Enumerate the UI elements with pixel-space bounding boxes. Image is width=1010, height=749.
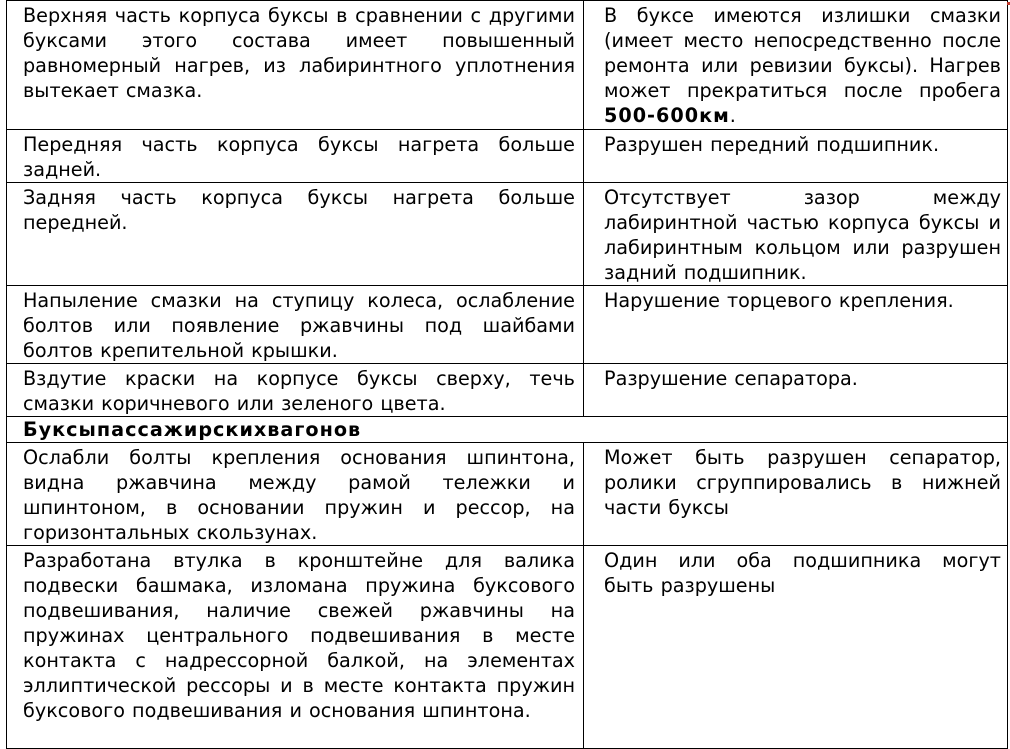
table-row [7,183,1008,286]
section-header-row [7,417,1008,443]
cause-cell: Нарушение торцевого крепления. [584,286,1008,364]
symptom-cell: Ослабли болты крепления основания шпинтона, видна ржавчина между рамой тележки и шпинтоном, в основании пружин и рессор, на горизонтальных скользунах. [7,443,584,546]
cause-cell [584,1,1008,130]
mileage-value: 500-600км [604,104,730,127]
symptom-cell: Передняя часть корпуса буксы нагрета больше задней. [7,130,584,183]
table-row [7,286,1008,364]
diagnostics-table [6,0,1008,749]
cause-text: В буксе имеются излишки смазки (имеет место непосредственно после ремонта или ревизии буксы). Нагрев может прекратиться после пробега [604,4,1001,102]
symptom-cell: Задняя часть корпуса буксы нагрета больше передней. [7,183,584,286]
cause-cell: Может быть разрушен сепаратор, ролики сгруппировались в нижней части буксы [584,443,1008,546]
cause-tail: . [729,104,736,127]
table-row [7,364,1008,417]
table-row [7,546,1008,749]
cause-cell: Один или оба подшипника могут быть разрушены [584,546,1008,749]
symptom-cell: Разработана втулка в кронштейне для валика подвески башмака, изломана пружина буксового подвешивания, наличие свежей ржавчины на пружинах центрального подвешивания в месте контакта с надрессорной балкой, на элементах эллиптической рессоры и в месте контакта пружин буксового подвешивания и основания шпинтона. [7,546,584,749]
table-row [7,130,1008,183]
cause-cell: Разрушен передний подшипник. [584,130,1008,183]
symptom-cell: Верхняя часть корпуса буксы в сравнении с другими буксами этого состава имеет повышенный равномерный нагрев, из лабиринтного уплотнения вытекает смазка. [7,1,584,130]
cause-cell: Разрушение сепаратора. [584,364,1008,417]
cause-cell: Отсутствует зазор между лабиринтной частью корпуса буксы и лабиринтным кольцом или разрушен задний подшипник. [584,183,1008,286]
table-row [7,443,1008,546]
symptom-cell: Напыление смазки на ступицу колеса, ослабление болтов или появление ржавчины под шайбами болтов крепительной крышки. [7,286,584,364]
section-title: Буксыпассажирскихвагонов [7,417,1008,443]
symptom-cell: Вздутие краски на корпусе буксы сверху, течь смазки коричневого или зеленого цвета. [7,364,584,417]
table-row [7,1,1008,130]
